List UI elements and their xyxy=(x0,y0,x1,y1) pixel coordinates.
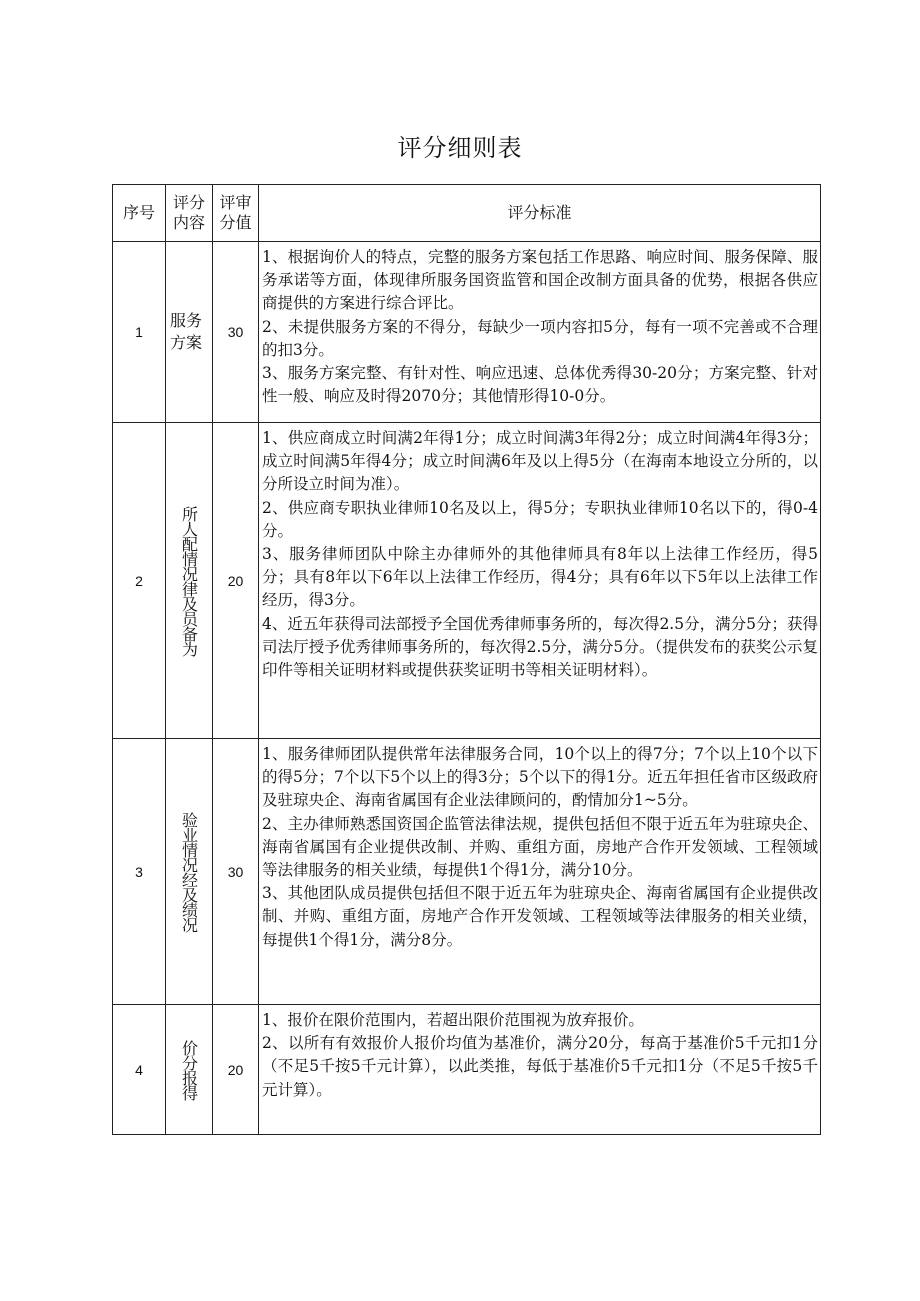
standard-line: 3、服务方案完整、有针对性、响应迅速、总体优秀得30-20分；方案完整、针对性一般、响应及时得2070分；其他情形得10-0分。 xyxy=(262,364,818,406)
page-title: 评分细则表 xyxy=(397,134,523,162)
row-score: 30 xyxy=(213,242,259,423)
table-header-row xyxy=(113,185,821,242)
row-standard xyxy=(259,739,821,1005)
standard-line: 3、其他团队成员提供包括但不限于近五年为驻琼央企、海南省属国有企业提供改制、并购、重组方面，房地产合作开发领域、工程领域等法律服务的相关业绩，每提供1个得1分，满分8分。 xyxy=(262,884,818,949)
header-item-label: 评分内容 xyxy=(172,193,205,232)
table-row xyxy=(113,1005,821,1135)
standard-line: 2、主办律师熟悉国资国企监管法律法规，提供包括但不限于近五年为驻琼央企、海南省属国有企业提供改制、并购、重组方面，房地产合作开发领域、工程领域等法律服务的相关业绩，每提供1个得1分，满分10分。 xyxy=(262,814,818,880)
row-score: 20 xyxy=(213,1005,259,1135)
standard-line: 2、以所有有效报价人报价均值为基准价，满分20分，每高于基准价5千元扣1分（不足5千按5千元计算），以此类推，每低于基准价5千元扣1分（不足5千按5千元计算）。 xyxy=(262,1034,818,1099)
standard-line: 2、供应商专职执业律师10名及以上，得5分；专职执业律师10名以下的，得0-4分。 xyxy=(262,498,818,540)
standard-line: 1、供应商成立时间满2年得1分；成立时间满3年得2分；成立时间满4年得3分；成立时间满5年得4分；成立时间满6年及以上得5分（在海南本地设立分所的，以分所设立时间为准）。 xyxy=(262,429,818,494)
header-standard: 评分标准 xyxy=(259,185,821,242)
row-score: 30 xyxy=(213,739,259,1005)
standard-line: 3、服务律师团队中除主办律师外的其他律师具有8年以上法律工作经历，得5分；具有8年以下6年以上法律工作经历，得4分；具有6年以下5年以上法律工作经历，得3分。 xyxy=(262,545,818,610)
table-row xyxy=(113,242,821,423)
row-item xyxy=(166,739,213,1005)
row-standard xyxy=(259,423,821,739)
row-item xyxy=(166,423,213,739)
standard-line: 2、未提供服务方案的不得分，每缺少一项内容扣5分，每有一项不完善或不合理的扣3分。 xyxy=(262,317,818,359)
standard-line: 1、根据询价人的特点，完整的服务方案包括工作思路、响应时间、服务保障、服务承诺等方面，体现律所服务国资监管和国企改制方面具备的优势，根据各供应商提供的方案进行综合评比。 xyxy=(262,248,818,313)
row-standard xyxy=(259,242,821,423)
standard-line: 4、近五年获得司法部授予全国优秀律师事务所的，每次得2.5分，满分5分；获得司法厅授予优秀律师事务所的，每次得2.5分，满分5分。（提供发布的获奖公示复印件等相关证明材料或提供获奖证明书等相关证明材料）。 xyxy=(262,614,818,680)
row-item-label: 服务方案 xyxy=(170,311,203,352)
row-number: 2 xyxy=(113,423,166,739)
table-row xyxy=(113,739,821,1005)
standard-line: 1、报价在限价范围内，若超出限价范围视为放弃报价。 xyxy=(262,1011,644,1029)
header-item xyxy=(166,185,213,242)
row-number: 4 xyxy=(113,1005,166,1135)
row-item-label: 价分报得 xyxy=(179,1039,199,1100)
table-row xyxy=(113,423,821,739)
row-item-label: 验业情况经及绩况 xyxy=(179,811,199,932)
header-score-label: 评审分值 xyxy=(219,193,252,232)
row-item-label: 所人配情况律及员备为 xyxy=(179,505,199,656)
row-standard xyxy=(259,1005,821,1135)
row-item xyxy=(166,242,213,423)
header-no: 序号 xyxy=(113,185,166,242)
row-number: 3 xyxy=(113,739,166,1005)
row-number: 1 xyxy=(113,242,166,423)
row-score: 20 xyxy=(213,423,259,739)
row-item xyxy=(166,1005,213,1135)
scoring-table xyxy=(112,184,821,1135)
header-score xyxy=(213,185,259,242)
standard-line: 1、服务律师团队提供常年法律服务合同，10个以上的得7分；7个以上10个以下的得5分；7个以下5个以上的得3分；5个以下的得1分。近五年担任省市区级政府及驻琼央企、海南省属国有企业法律顾问的，酌情加分1~5分。 xyxy=(262,745,818,810)
